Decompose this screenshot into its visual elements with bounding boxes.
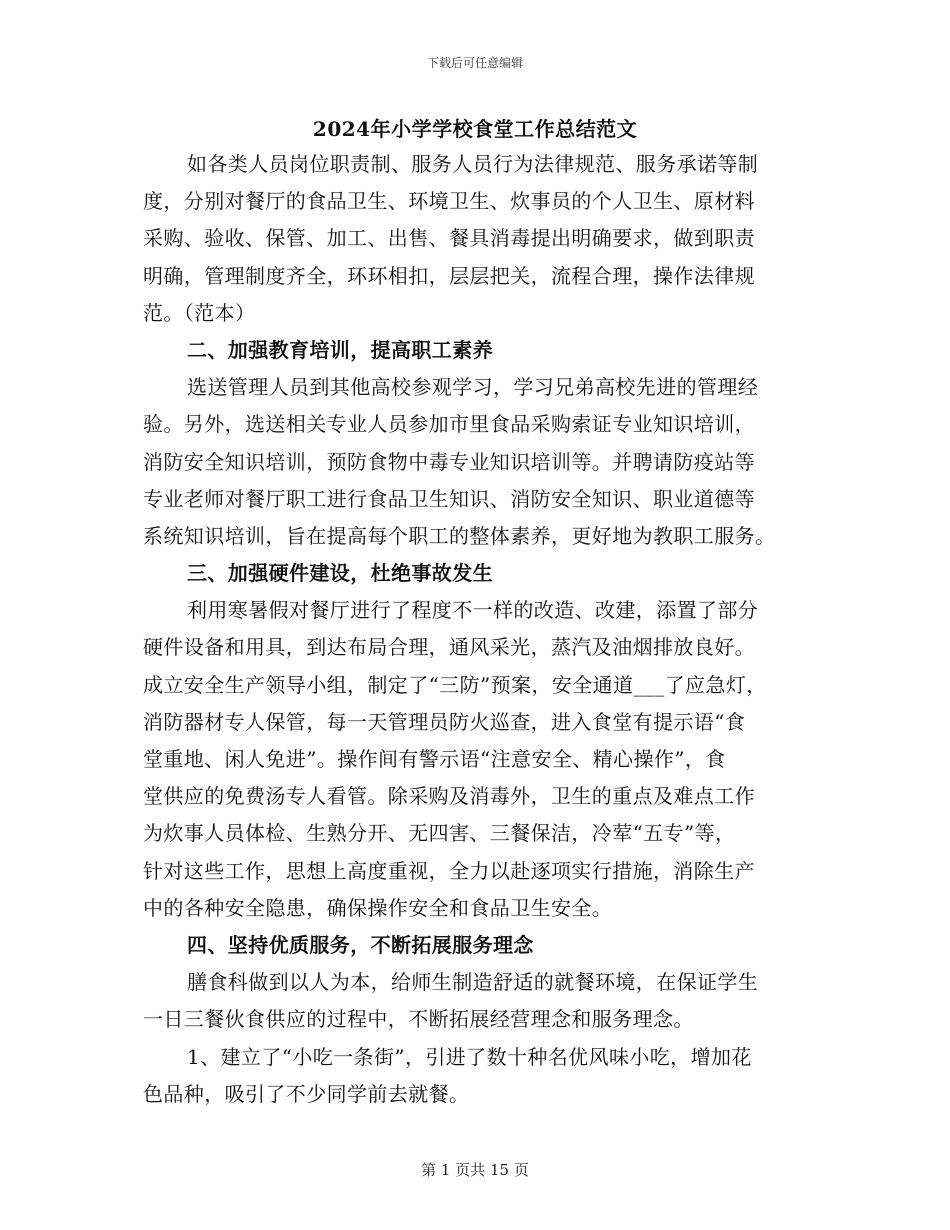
paragraph-line: 堂供应的免费汤专人看管。除采购及消毒外，卫生的重点及难点工作 (143, 784, 755, 809)
paragraph-line: 专业老师对餐厅职工进行食品卫生知识、消防安全知识、职业道德等 (143, 486, 755, 511)
paragraph-line: 如各类人员岗位职责制、服务人员行为法律规范、服务承诺等制 (187, 152, 759, 176)
paragraph-line: 成立安全生产领导小组，制定了“三防”预案，安全通道___了应急灯， (143, 672, 767, 697)
paragraph-line: 硬件设备和用具，到达布局合理，通风采光，蒸汽及油烟排放良好。 (143, 635, 755, 660)
document-title: 2024年小学学校食堂工作总结范文 (312, 117, 638, 141)
paragraph-line: 膳食科做到以人为本，给师生制造舒适的就餐环境，在保证学生 (187, 970, 759, 995)
page-number: 第 1 页共 15 页 (421, 1161, 529, 1179)
paragraph-line: 一日三餐伙食供应的过程中，不断拓展经营理念和服务理念。 (143, 1007, 694, 1032)
paragraph-line: 1、建立了“小吃一条街”，引进了数十种名优风味小吃，增加花 (187, 1044, 752, 1069)
paragraph-line: 消防器材专人保管，每一天管理员防火巡查，进入食堂有提示语“食 (143, 709, 746, 734)
paragraph-line: 色品种，吸引了不少同学前去就餐。 (143, 1081, 470, 1106)
paragraph-line: 采购、验收、保管、加工、出售、餐具消毒提出明确要求，做到职责 (143, 226, 755, 251)
paragraph-line: 选送管理人员到其他高校参观学习，学习兄弟高校先进的管理经 (187, 375, 759, 400)
paragraph-line: 中的各种安全隐患，确保操作安全和食品卫生安全。 (143, 895, 613, 920)
paragraph-line: 范。（范本） (143, 300, 256, 325)
paragraph-line: 为炊事人员体检、生熟分开、无四害、三餐保洁，冷荤“五专”等， (143, 821, 736, 846)
paragraph-line: 堂重地、闲人免进”。操作间有警示语“注意安全、精心操作”，食 (143, 747, 726, 771)
paragraph-line: 针对这些工作，思想上高度重视，全力以赴逐项实行措施，消除生产 (143, 858, 755, 883)
paragraph-line: 利用寒暑假对餐厅进行了程度不一样的改造、改建，添置了部分 (187, 598, 759, 623)
paragraph-line: 消防安全知识培训，预防食物中毒专业知识培训等。并聘请防疫站等 (143, 449, 755, 474)
header-note: 下载后可任意编辑 (426, 56, 523, 70)
paragraph-line: 度，分别对餐厅的食品卫生、环境卫生、炊事员的个人卫生、原材料 (143, 189, 755, 214)
section-heading: 三、加强硬件建设，杜绝事故发生 (187, 561, 493, 586)
paragraph-line: 系统知识培训，旨在提高每个职工的整体素养，更好地为教职工服务。 (143, 523, 776, 548)
paragraph-line: 验。另外，选送相关专业人员参加市里食品采购索证专业知识培训， (143, 412, 755, 437)
document-body (143, 146, 815, 1113)
section-heading: 四、坚持优质服务，不断拓展服务理念 (187, 932, 534, 957)
section-heading: 二、加强教育培训，提高职工素养 (187, 337, 493, 362)
paragraph-line: 明确，管理制度齐全，环环相扣，层层把关，流程合理，操作法律规 (143, 263, 755, 288)
